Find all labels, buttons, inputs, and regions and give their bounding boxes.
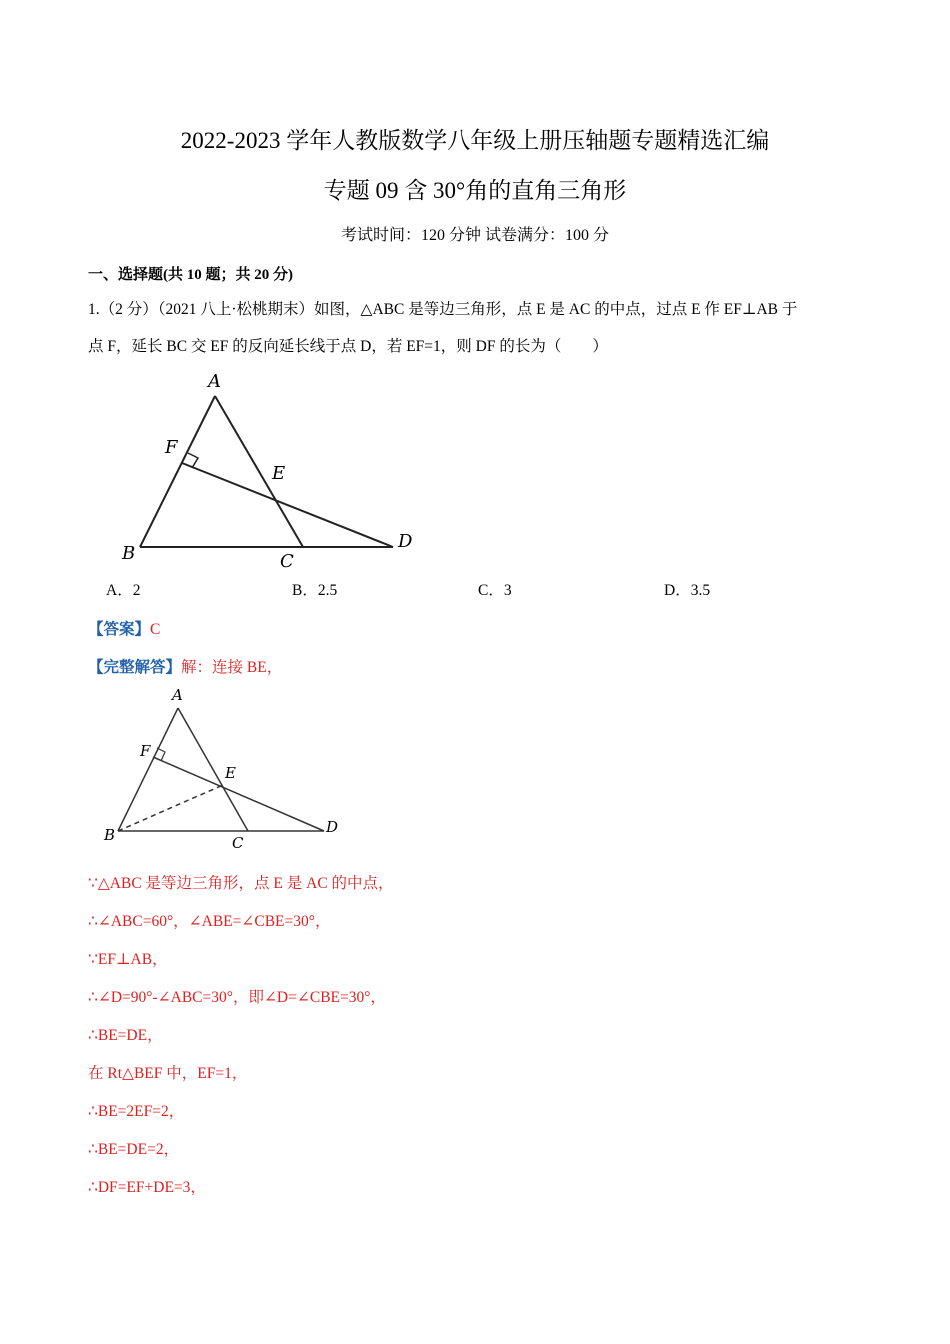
- label-a: A: [172, 686, 183, 704]
- question-figure: [110, 365, 430, 575]
- label-e: E: [225, 764, 236, 782]
- topic-title: 专题 09 含 30°角的直角三角形: [323, 178, 627, 203]
- label-d: D: [398, 531, 413, 552]
- label-b: B: [122, 543, 136, 564]
- answer-tag: 【答案】: [88, 621, 151, 638]
- exam-meta: 考试时间：120 分钟 试卷满分：100 分: [340, 227, 609, 244]
- solution-tag: 【完整解答】: [88, 659, 182, 676]
- option-a: A．2: [106, 582, 141, 599]
- option-b: B．2.5: [292, 582, 338, 599]
- document-title: 2022-2023 学年人教版数学八年级上册压轴题专题精选汇编: [180, 128, 770, 153]
- solution-figure: [98, 686, 358, 856]
- label-c: C: [280, 551, 294, 572]
- solution-step-1: ∵△ABC 是等边三角形，点 E 是 AC 的中点，: [88, 875, 394, 892]
- solution-step-2: ∴∠ABC=60°，∠ABE=∠CBE=30°，: [88, 913, 331, 930]
- solution-step-3: ∵EF⊥AB，: [88, 951, 168, 968]
- solution-step-8: ∴BE=DE=2，: [88, 1141, 180, 1158]
- edge-fd: [153, 757, 324, 831]
- edge-ac: [178, 708, 248, 831]
- edge-be-dashed: [118, 785, 223, 831]
- option-d: D．3.5: [664, 582, 711, 599]
- label-f: F: [165, 437, 178, 458]
- answer-line: [88, 617, 160, 639]
- label-c: C: [232, 834, 244, 852]
- option-c: C．3: [478, 582, 512, 599]
- solution-step-4: ∴∠D=90°-∠ABC=30°，即∠D=∠CBE=30°，: [88, 989, 386, 1006]
- label-b: B: [104, 826, 116, 844]
- section-heading: 一、选择题(共 10 题；共 20 分): [88, 267, 293, 283]
- label-e: E: [272, 463, 286, 484]
- solution-intro: 解：连接 BE，: [181, 659, 283, 676]
- label-d: D: [326, 818, 339, 836]
- edge-ac: [215, 396, 303, 547]
- solution-step-5: ∴BE=DE，: [88, 1027, 163, 1044]
- solution-header: [88, 655, 282, 677]
- solution-step-9: ∴DF=EF+DE=3，: [88, 1179, 206, 1196]
- solution-step-7: ∴BE=2EF=2，: [88, 1103, 185, 1120]
- label-a: A: [208, 371, 221, 392]
- label-f: F: [140, 742, 151, 760]
- edge-ab: [118, 708, 178, 831]
- question-text-line2: 点 F，延长 BC 交 EF 的反向延长线于点 D，若 EF=1，则 DF 的长为（ ）: [88, 338, 608, 355]
- solution-step-6: 在 Rt△BEF 中，EF=1，: [88, 1065, 248, 1082]
- edge-fd: [182, 463, 393, 547]
- answer-value: C: [150, 621, 161, 638]
- question-text-line1: 1.（2 分）（2021 八上·松桃期末）如图，△ABC 是等边三角形，点 E 是 AC 的中点，过点 E 作 EF⊥AB 于: [88, 301, 798, 318]
